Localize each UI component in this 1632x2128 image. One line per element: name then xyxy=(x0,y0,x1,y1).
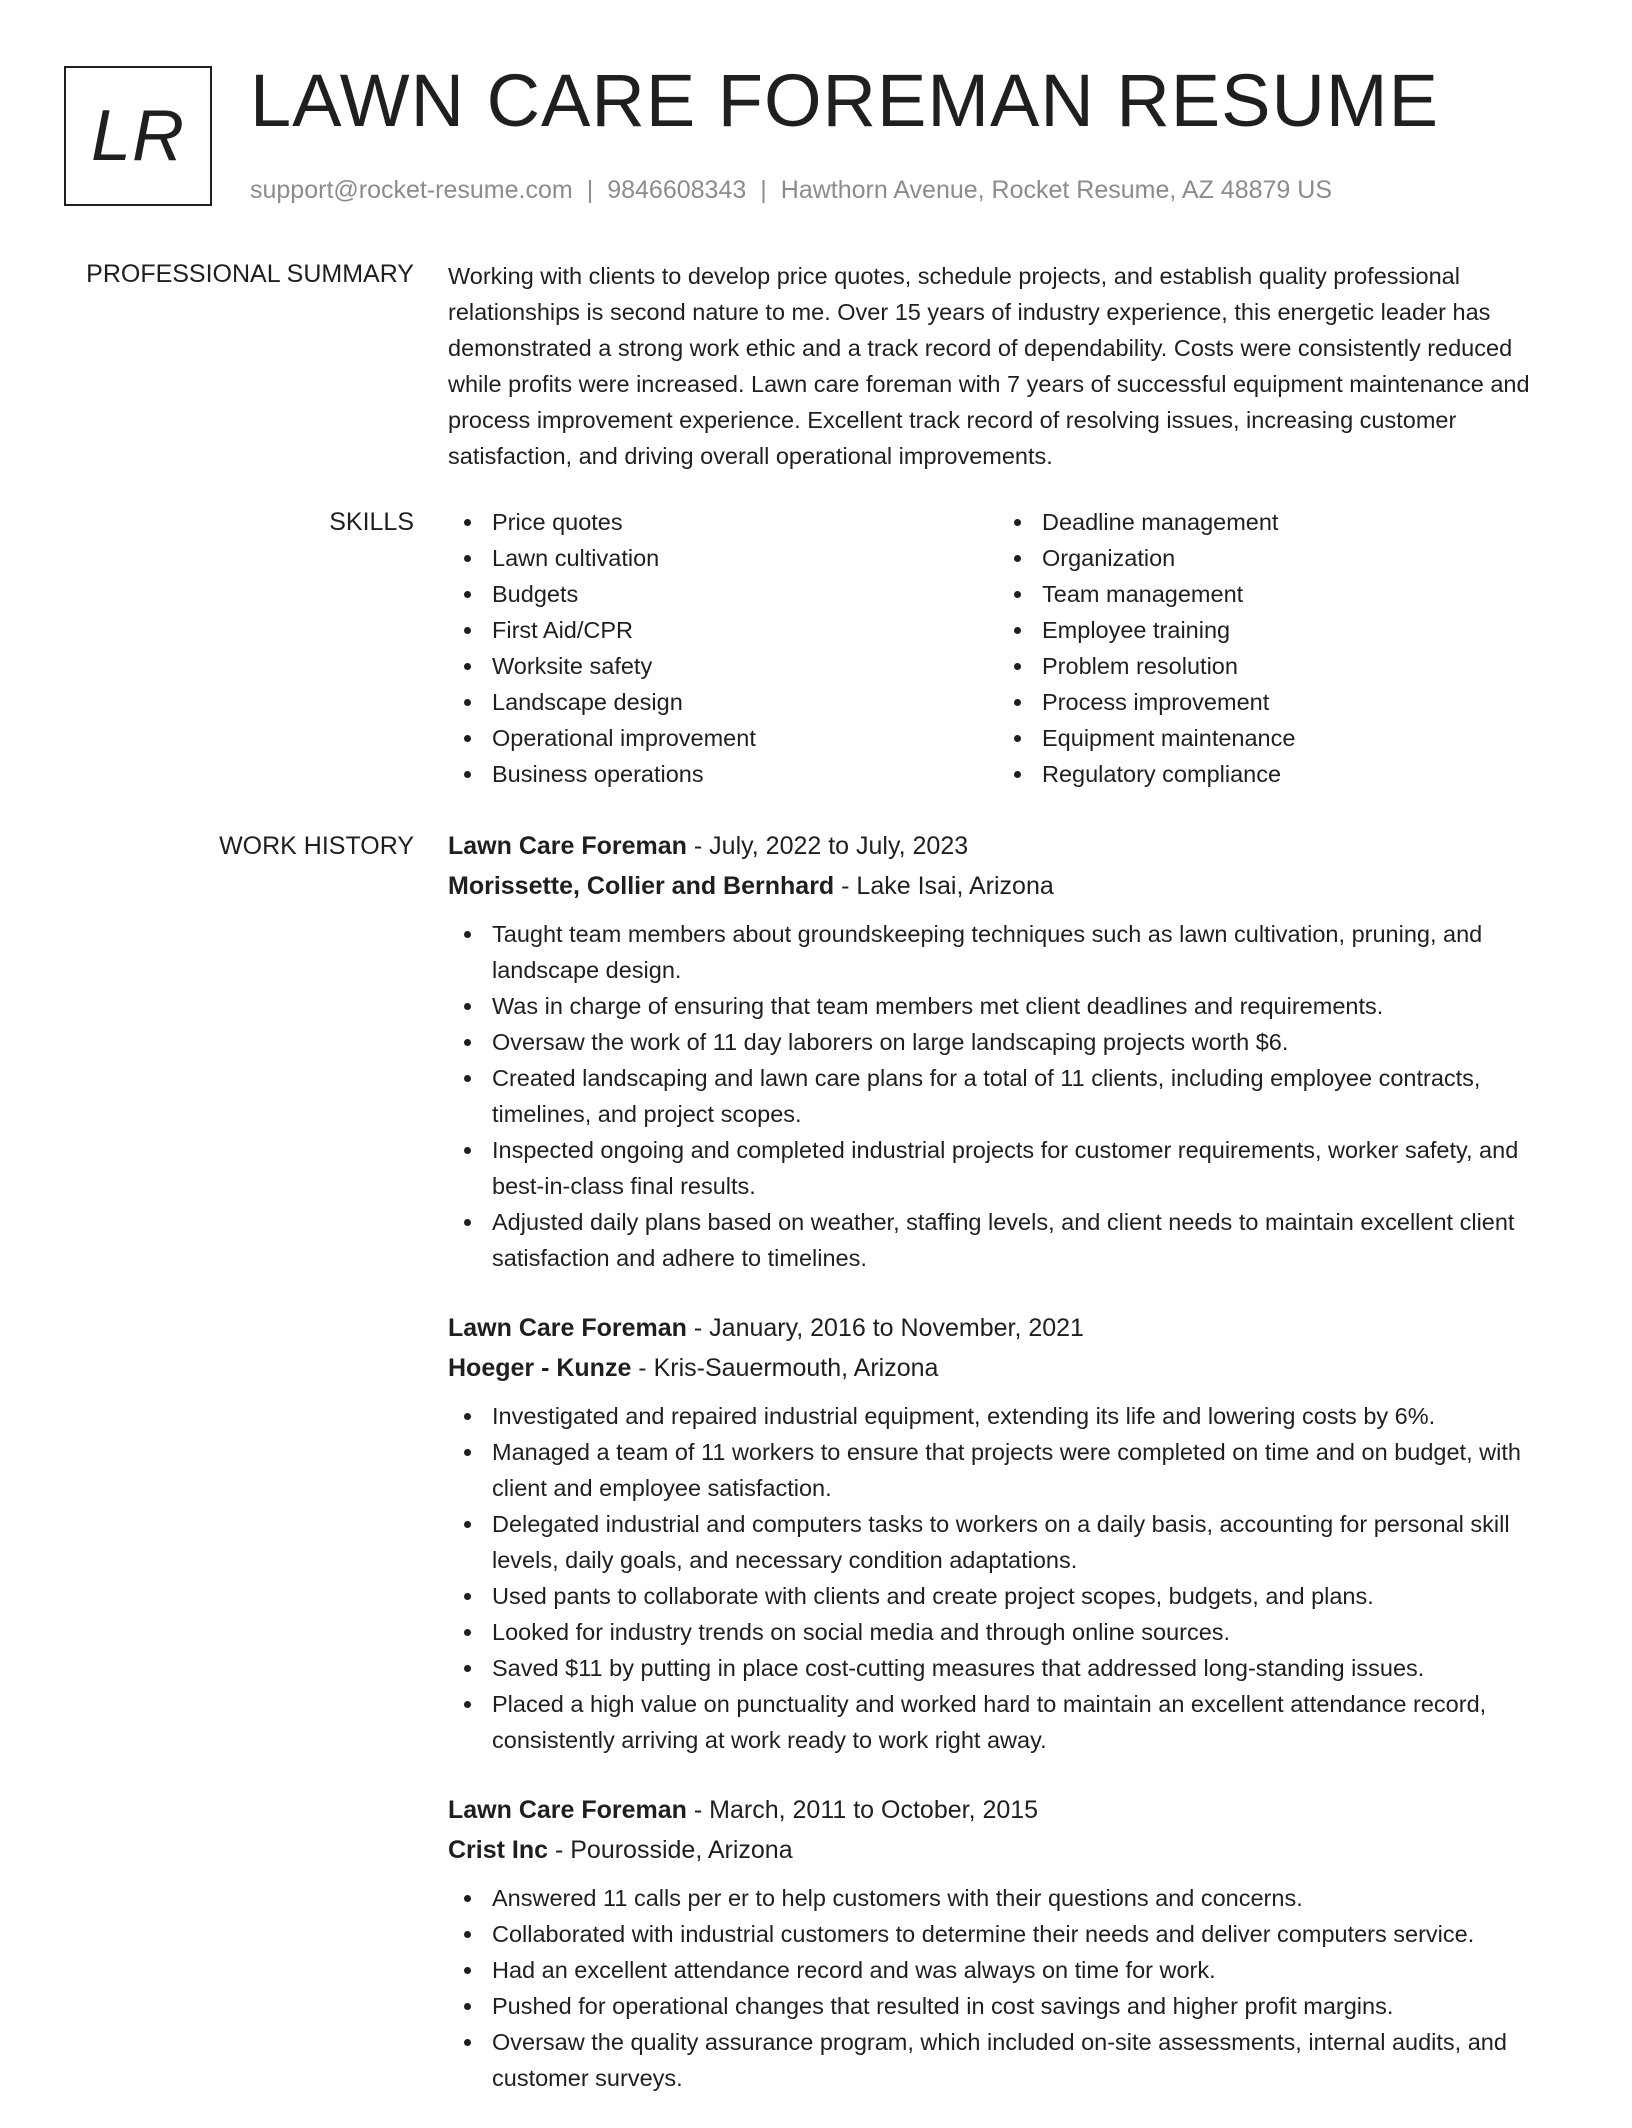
job-location: - Kris-Sauermouth, Arizona xyxy=(631,1354,939,1382)
skills-grid xyxy=(448,504,1566,792)
job-entry xyxy=(448,826,1566,1276)
summary-text: Working with clients to develop price quotes, schedule projects, and establish quality professional relationships is second nature to me. Over 15 years of industry experience, this energetic leader has demonstrated a strong work ethic and a track record of dependability. Costs were consistently reduced while profits were increased. Lawn care foreman with 7 years of successful equipment maintenance and process improvement experience. Excellent track record of resolving issues, increasing customer satisfaction, and driving overall operational improvements. xyxy=(448,263,1530,469)
summary-body xyxy=(448,258,1566,474)
job-bullet: Oversaw the quality assurance program, which included on-site assessments, internal audits, and customer surveys. xyxy=(448,2024,1566,2096)
job-bullet: Had an excellent attendance record and was always on time for work. xyxy=(448,1952,1566,1988)
job-location: - Lake Isai, Arizona xyxy=(834,872,1054,900)
job-bullet: Used pants to collaborate with clients and create project scopes, budgets, and plans. xyxy=(448,1578,1566,1614)
job-company: Crist Inc xyxy=(448,1836,549,1864)
skill-item: Employee training xyxy=(998,612,1548,648)
skill-item: Budgets xyxy=(448,576,998,612)
job-dates: - July, 2022 to July, 2023 xyxy=(686,832,969,860)
job-title: Lawn Care Foreman xyxy=(448,832,687,860)
job-title: Lawn Care Foreman xyxy=(448,1314,687,1342)
job-company: Morissette, Collier and Bernhard xyxy=(448,872,835,900)
resume-title: LAWN CARE FOREMAN RESUME xyxy=(250,59,1439,142)
skill-item: Worksite safety xyxy=(448,648,998,684)
job-bullet: Taught team members about groundskeeping techniques such as lawn cultivation, pruning, and landscape design. xyxy=(448,916,1566,988)
skills-column-left xyxy=(448,504,998,792)
work-history-body xyxy=(448,826,1566,2128)
contact-separator: | xyxy=(760,176,767,204)
job-company-line xyxy=(448,866,1566,906)
job-bullet: Created landscaping and lawn care plans for a total of 11 clients, including employee contracts, timelines, and project scopes. xyxy=(448,1060,1566,1132)
job-bullet: Delegated industrial and computers tasks to workers on a daily basis, accounting for personal skill levels, daily goals, and necessary condition adaptations. xyxy=(448,1506,1566,1578)
job-dates: - March, 2011 to October, 2015 xyxy=(686,1796,1039,1824)
job-bullet: Looked for industry trends on social media and through online sources. xyxy=(448,1614,1566,1650)
job-bullet: Managed a team of 11 workers to ensure that projects were completed on time and on budget, with client and employee satisfaction. xyxy=(448,1434,1566,1506)
contact-separator: | xyxy=(586,176,594,204)
contact-address: Hawthorn Avenue, Rocket Resume, AZ 48879 US xyxy=(780,176,1332,204)
skill-item: Business operations xyxy=(448,756,998,792)
job-bullet: Placed a high value on punctuality and worked hard to maintain an excellent attendance record, consistently arriving at work ready to work right away. xyxy=(448,1686,1566,1758)
skill-item: Lawn cultivation xyxy=(448,540,998,576)
job-company-line xyxy=(448,1348,1566,1388)
skill-item: Process improvement xyxy=(998,684,1548,720)
monogram-logo: LR xyxy=(64,66,212,206)
skill-item: Landscape design xyxy=(448,684,998,720)
job-title-line xyxy=(448,1308,1566,1348)
skill-item: Organization xyxy=(998,540,1548,576)
skills-column-right xyxy=(998,504,1548,792)
job-entry xyxy=(448,1308,1566,1758)
skills-heading: SKILLS xyxy=(329,508,414,536)
contact-line xyxy=(250,174,1332,206)
contact-phone[interactable]: 9846608343 xyxy=(607,176,747,204)
job-bullet: Inspected ongoing and completed industrial projects for customer requirements, worker safety, and best-in-class final results. xyxy=(448,1132,1566,1204)
skills-body xyxy=(448,504,1566,792)
job-bullet: Saved $11 by putting in place cost-cutting measures that addressed long-standing issues. xyxy=(448,1650,1566,1686)
job-bullet: Collaborated with industrial customers to determine their needs and deliver computers service. xyxy=(448,1916,1566,1952)
job-bullet: Answered 11 calls per er to help customers with their questions and concerns. xyxy=(448,1880,1566,1916)
job-bullets xyxy=(448,1880,1566,2096)
job-bullet: Adjusted daily plans based on weather, staffing levels, and client needs to maintain excellent client satisfaction and adhere to timelines. xyxy=(448,1204,1566,1276)
job-title-line xyxy=(448,1790,1566,1830)
skill-item: Deadline management xyxy=(998,504,1548,540)
job-company: Hoeger - Kunze xyxy=(448,1354,632,1382)
skill-item: Equipment maintenance xyxy=(998,720,1548,756)
skill-item: Operational improvement xyxy=(448,720,998,756)
skill-item: First Aid/CPR xyxy=(448,612,998,648)
job-bullets xyxy=(448,1398,1566,1758)
work-history-heading: WORK HISTORY xyxy=(219,832,414,860)
job-bullets xyxy=(448,916,1566,1276)
job-entry xyxy=(448,1790,1566,2096)
skill-item: Price quotes xyxy=(448,504,998,540)
job-bullet: Pushed for operational changes that resulted in cost savings and higher profit margins. xyxy=(448,1988,1566,2024)
job-title-line xyxy=(448,826,1566,866)
job-company-line xyxy=(448,1830,1566,1870)
summary-heading: PROFESSIONAL SUMMARY xyxy=(86,260,414,288)
skill-item: Regulatory compliance xyxy=(998,756,1548,792)
job-bullet: Was in charge of ensuring that team members met client deadlines and requirements. xyxy=(448,988,1566,1024)
job-dates: - January, 2016 to November, 2021 xyxy=(686,1314,1084,1342)
job-bullet: Investigated and repaired industrial equipment, extending its life and lowering costs by 6%. xyxy=(448,1398,1566,1434)
job-title: Lawn Care Foreman xyxy=(448,1796,687,1824)
job-bullet: Oversaw the work of 11 day laborers on large landscaping projects worth $6. xyxy=(448,1024,1566,1060)
skill-item: Problem resolution xyxy=(998,648,1548,684)
skill-item: Team management xyxy=(998,576,1548,612)
contact-email[interactable]: support@rocket-resume.com xyxy=(250,176,573,204)
job-location: - Pourosside, Arizona xyxy=(548,1836,793,1864)
